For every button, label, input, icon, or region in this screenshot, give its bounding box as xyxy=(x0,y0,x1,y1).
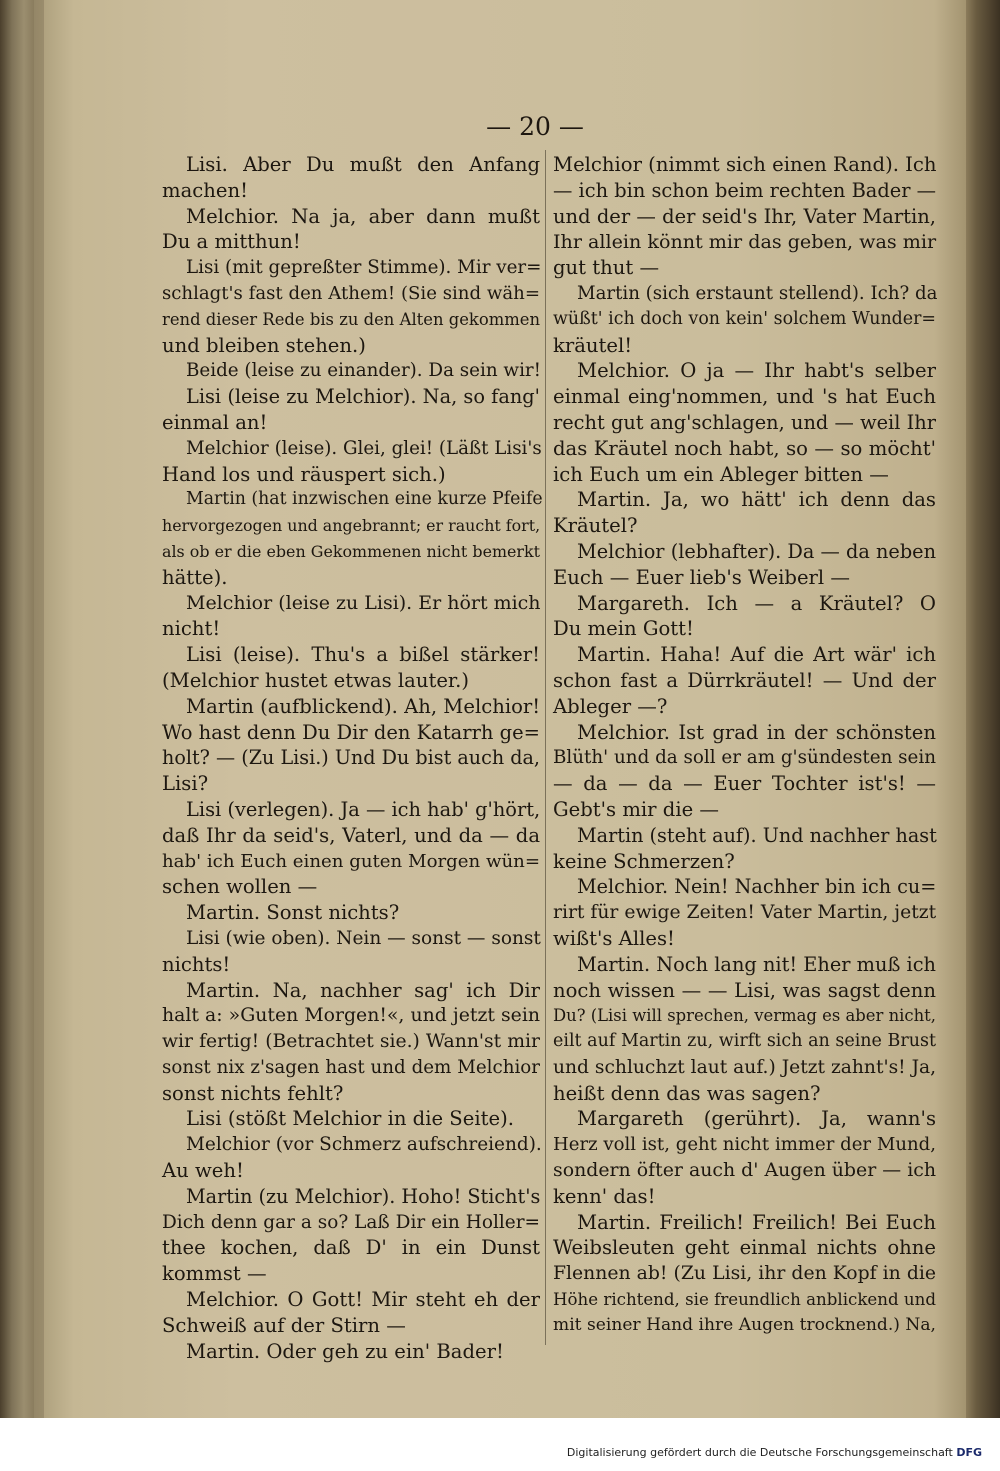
text-line: und schluchzt laut auf.) Jetzt zahnt's! Ja, xyxy=(553,1056,937,1078)
text-line: Melchior. O ja — Ihr habt's selber xyxy=(577,359,936,383)
text-line: Lisi (wie oben). Nein — sonst — sonst xyxy=(186,927,541,949)
text-line: nichts! xyxy=(162,952,231,976)
text-line: Martin (aufblickend). Ah, Melchior! xyxy=(186,694,541,718)
text-line: Lisi (verlegen). Ja — ich hab' g'hört, xyxy=(186,797,541,821)
text-line: hervorgezogen und angebrannt; er raucht fort, xyxy=(162,516,541,536)
text-line: Melchior (lebhafter). Da — da neben xyxy=(577,539,936,563)
text-line: Melchior (nimmt sich einen Rand). Ich xyxy=(553,153,937,176)
text-line: — ich bin schon beim rechten Bader — xyxy=(553,178,937,202)
text-line: (Melchior hustet etwas lauter.) xyxy=(162,668,470,692)
book-page-edge-right xyxy=(966,0,1000,1418)
text-line: Martin. Na, nachher sag' ich Dir xyxy=(186,978,540,1002)
gutter-shadow xyxy=(34,0,44,1418)
text-line: Martin (sich erstaunt stellend). Ich? da xyxy=(577,282,938,304)
text-line: Melchior (leise). Glei, glei! (Läßt Lisi's xyxy=(186,437,542,459)
text-line: als ob er die eben Gekommenen nicht bemerkt xyxy=(162,541,540,561)
text-line: Au weh! xyxy=(162,1159,244,1183)
scan-footer xyxy=(0,1418,1000,1471)
text-line: Dich denn gar a so? Laß Dir ein Holler= xyxy=(162,1211,540,1233)
text-line: ich Euch um ein Ableger bitten — xyxy=(553,462,889,486)
text-column-left xyxy=(162,152,543,1364)
text-line: Martin. Haha! Auf die Art wär' ich xyxy=(577,643,936,667)
text-line: Martin. Sonst nichts? xyxy=(186,901,400,925)
text-line: Martin. Oder geh zu ein' Bader! xyxy=(186,1339,504,1363)
text-line: Blüth' und da soll er am g'sündesten sein xyxy=(553,747,936,769)
text-line: Martin (hat inzwischen eine kurze Pfeife xyxy=(186,489,543,510)
text-line: daß Ihr da seid's, Vaterl, und da — da xyxy=(162,823,540,847)
text-line: Martin (zu Melchior). Hoho! Sticht's xyxy=(186,1184,541,1208)
text-line: sonst nichts fehlt? xyxy=(162,1081,344,1105)
text-line: Lisi (mit gepreßter Stimme). Mir ver= xyxy=(186,257,542,279)
text-line: Herz voll ist, geht nicht immer der Mund, xyxy=(553,1134,936,1156)
text-line: thee kochen, daß D' in ein Dunst xyxy=(162,1236,540,1260)
text-line: Höhe richtend, sie freundlich anblickend und xyxy=(553,1290,936,1310)
text-line: Gebt's mir die — xyxy=(553,797,720,821)
text-line: das Kräutel noch habt, so — so möcht' xyxy=(553,436,936,460)
text-line: Martin. Freilich! Freilich! Bei Euch xyxy=(577,1210,936,1234)
column-divider xyxy=(545,150,546,1345)
text-line: sonst nix z'sagen hast und dem Melchior xyxy=(162,1056,540,1078)
text-line: schon fast a Dürrkräutel! — Und der xyxy=(553,668,936,692)
text-line: sondern öfter auch d' Augen über — ich xyxy=(553,1159,936,1182)
credit-text: Digitalisierung gefördert durch die Deutsche Forschungsgemeinschaft xyxy=(566,1446,953,1459)
text-line: schen wollen — xyxy=(162,875,318,899)
text-line: hätte). xyxy=(162,565,228,589)
digitization-credit xyxy=(567,1446,982,1459)
text-line: und der — der seid's Ihr, Vater Martin, xyxy=(553,204,936,228)
text-line: eilt auf Martin zu, wirft sich an seine Brust xyxy=(553,1031,936,1052)
text-line: halt a: »Guten Morgen!«, und jetzt sein xyxy=(162,1005,540,1027)
text-line: nicht! xyxy=(162,617,221,641)
text-line: machen! xyxy=(162,178,248,202)
text-line: Lisi. Aber Du mußt den Anfang xyxy=(186,153,540,176)
text-line: Ableger —? xyxy=(553,694,668,718)
text-line: Du a mitthun! xyxy=(162,230,301,254)
text-line: Ihr allein könnt mir das geben, was mir xyxy=(553,230,937,254)
text-line: Melchior (leise zu Lisi). Er hört mich xyxy=(186,591,541,614)
text-line: Melchior. Na ja, aber dann mußt xyxy=(186,204,540,228)
text-line: Kräutel? xyxy=(553,514,638,538)
text-line: gut thut — xyxy=(553,256,660,280)
text-line: wir fertig! (Betrachtet sie.) Wann'st mir xyxy=(162,1031,540,1053)
text-line: Margareth. Ich — a Kräutel? O xyxy=(577,591,936,615)
text-line: Du? (Lisi will sprechen, vermag es aber nicht, xyxy=(553,1006,936,1026)
text-line: rirt für ewige Zeiten! Vater Martin, jetzt xyxy=(553,902,937,924)
text-line: Flennen ab! (Zu Lisi, ihr den Kopf in die xyxy=(553,1263,936,1285)
text-line: Melchior (vor Schmerz aufschreiend). xyxy=(186,1134,542,1156)
dfg-logo: DFG xyxy=(956,1446,982,1459)
text-line: Lisi (leise zu Melchior). Na, so fang' xyxy=(186,385,540,409)
text-line: Melchior. O Gott! Mir steht eh der xyxy=(186,1288,540,1312)
text-line: Lisi (leise). Thu's a bißel stärker! xyxy=(186,643,540,667)
text-column-right xyxy=(553,152,936,1339)
text-line: Melchior. Nein! Nachher bin ich cu= xyxy=(577,875,937,899)
text-line: kräutel! xyxy=(553,333,633,357)
text-line: und bleiben stehen.) xyxy=(162,333,366,357)
page-number: — 20 — xyxy=(486,112,584,141)
text-line: schlagt's fast den Athem! (Sie sind wäh= xyxy=(162,282,540,304)
text-line: Margareth (gerührt). Ja, wann's xyxy=(577,1107,936,1131)
text-line: Beide (leise zu einander). Da sein wir! xyxy=(186,360,542,382)
text-line: Weibsleuten geht einmal nichts ohne xyxy=(553,1236,936,1260)
text-line: Du mein Gott! xyxy=(553,617,694,641)
text-line: wüßt' ich doch von kein' solchem Wunder= xyxy=(553,308,936,329)
text-line: holt? — (Zu Lisi.) Und Du bist auch da, xyxy=(162,746,540,770)
text-line: Melchior. Ist grad in der schönsten xyxy=(577,720,936,744)
text-line: Martin (steht auf). Und nachher hast xyxy=(577,823,937,847)
text-line: mit seiner Hand ihre Augen trocknend.) Na, xyxy=(553,1314,936,1335)
text-line: rend dieser Rede bis zu den Alten gekommen xyxy=(162,309,540,329)
text-line: kenn' das! xyxy=(553,1184,656,1208)
text-line: einmal an! xyxy=(162,410,268,434)
text-line: noch wissen — — Lisi, was sagst denn xyxy=(553,978,936,1002)
text-line: Lisi (stößt Melchior in die Seite). xyxy=(186,1107,514,1131)
text-line: hab' ich Euch einen guten Morgen wün= xyxy=(162,850,541,872)
text-line: Schweiß auf der Stirn — xyxy=(162,1313,406,1337)
book-page-edges-left xyxy=(0,0,34,1418)
text-line: Martin. Ja, wo hätt' ich denn das xyxy=(577,488,936,512)
text-line: wißt's Alles! xyxy=(553,926,675,950)
text-line: Martin. Noch lang nit! Eher muß ich xyxy=(577,952,936,976)
text-line: keine Schmerzen? xyxy=(553,849,735,873)
text-line: einmal eing'nommen, und 's hat Euch xyxy=(553,385,936,409)
text-line: Hand los und räuspert sich.) xyxy=(162,462,446,486)
text-line: Wo hast denn Du Dir den Katarrh ge= xyxy=(162,720,540,744)
text-line: Lisi? xyxy=(162,772,209,796)
text-line: recht gut ang'schlagen, und — weil Ihr xyxy=(553,410,936,434)
text-line: — da — da — Euer Tochter ist's! — xyxy=(553,772,936,796)
text-line: kommst — xyxy=(162,1262,267,1286)
text-line: heißt denn das was sagen? xyxy=(553,1081,821,1105)
text-line: Euch — Euer lieb's Weiberl — xyxy=(553,565,851,589)
